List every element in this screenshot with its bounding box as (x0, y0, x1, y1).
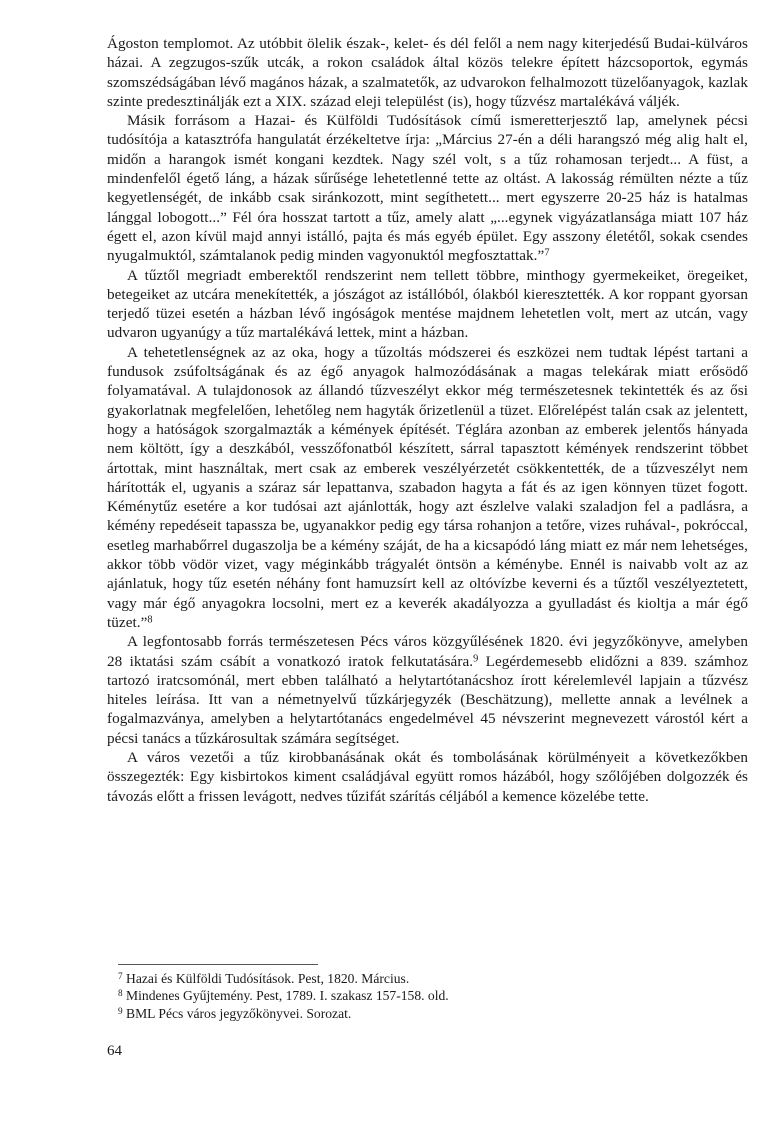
footnote-ref[interactable]: 8 (147, 614, 153, 626)
footnotes (118, 970, 678, 1022)
footnote-ref[interactable]: 9 (473, 652, 479, 664)
paragraph: A legfontosabb forrás természetesen Pécs város közgyűlésének 1820. évi jegyzőkönyve, amelyben 28 iktatási szám csábít a vonatkozó iratok felkutatására.$^9$ Legérdemesebb elidőzni a 839. számhoz tartozó iratcsomónál, mert ebben található a helytartótanácshoz írott kérelemlevél lapjain a tűzvész hiteles leírása. Itt van a németnyelvű tűzkárjegyzék (Beschätzung), mellette annak a levélnek a fogalmazványa, amelyben a helytartótanács engedelmével 45 névszerint megnevezett várostól kért a pécsi tanács a tűzkárosultak számára segítséget. (107, 633, 748, 747)
paragraph: A város vezetői a tűz kirobbanásának okát és tombolásának körülményeit a következőkben összegezték: Egy kisbirtokos kiment családjával együtt romos házából, hogy szőlőjében dolgozzék és távozás előtt a frissen levágott, nedves tűzifát szárítás céljából a kemence közelébe tette. (107, 748, 748, 805)
paragraph: A tehetetlenségnek az az oka, hogy a tűzoltás módszerei és eszközei nem tudtak lépést tartani a fundusok zsúfoltságának és az égő anyagok halmozódásának a magas telekárak miatt erősödő folyamatával. A tulajdonosok az állandó tűzveszélyt ekkor még természetesnek tekintették és az ősi gyakorlatnak megfelelően, lehetőleg nem hagyták őrizetlenül a tüzet. Előrelépést talán csak az jelentett, hogy a hatóságok szorgalmazták a kémények építését. Téglára azonban az emberek jelentős hányada nem költött, így a deszkából, vesszőfonatból készített, sárral tapasztott kémények rendszerint többet ártottak, mint használtak, mert csak az emberek veszélyérzetét csökkentették, de a tűzveszélyt nem hárították el, ugyanis a száraz sár lepattanva, szabadon hagyta a fát és az igen könnyen tüzet fogott. Kéménytűz esetére a kor tudósai azt ajánlották, hogy azt észlelve valaki szaladjon fel a padlásra, a kémény repedéseit tapassza be, ugyanakkor pedig egy társa rohanjon a tetőre, vizes ruhával-, pokróccal, esetleg marhabőrrel dugaszolja be a kémény száját, de ha a kicsapódó láng miatt ez már nem lehetséges, akkor több vödör vizet, vagy méginkább trágyalét öntsön a kéménybe. Ennél is naivabb volt az az ajánlatuk, hogy tűz esetén néhány font hamuzsírt kell az oltóvízbe keverni és a tűztől veszélyeztetett, vagy már égő anyagokra locsolni, mert ez a keverék akadályozza a gyulladást és kioltja a már égő tüzet.”$^8$ (107, 343, 748, 631)
footnote-ref[interactable]: 7 (544, 247, 550, 259)
footnote: $^9$ BML Pécs város jegyzőkönyvei. Sorozat. (118, 1005, 352, 1021)
paragraph: Ágoston templomot. Az utóbbit ölelik észak-, kelet- és dél felől a nem nagy kiterjedésű Budai-külváros házai. A zegzugos-szűk utcák, a rokon családok által közös telekre épített házcsoportok, egymás szomszédságában lévő magános házak, a szalmatetők, az udvarokon felhalmozott tüzelőanyagok, kazlak szinte predesztinálják ezt a XIX. század eleji települést (is), hogy tűzvész martalékává váljék. (107, 35, 748, 110)
body-text (107, 34, 748, 806)
page-number: 64 (107, 1043, 122, 1059)
paragraph: A tűztől megriadt emberektől rendszerint nem tellett többre, minthogy gyermekeiket, öregeiket, betegeiket az utcára menekítették, a jószágot az istállóból, ólakból kieresztették. A kor roppant gyorsan terjedő tüzei esetén a házban lévő ingóságok mentése majdnem lehetetlen volt, mert az utcán, vagy udvaron ugyanúgy a tűz martalékává lettek, mint a házban. (107, 266, 748, 342)
footnote-divider (118, 964, 318, 965)
footnote-number: 7 (118, 970, 123, 981)
footnote: $^8$ Mindenes Gyűjtemény. Pest, 1789. I. szakasz 157-158. old. (118, 988, 449, 1004)
footnote: $^7$ Hazai és Külföldi Tudósítások. Pest, 1820. Március. (118, 970, 410, 986)
footnote-number: 9 (118, 1005, 123, 1016)
paragraph: Másik forrásom a Hazai- és Külföldi Tudósítások című ismeretterjesztő lap, amelynek pécsi tudósítója a katasztrófa hangulatát érzékeltetve írja: „Március 27-én a déli harangszó még alig halt el, midőn a harangok ismét kongani kezdtek. Nagy szél volt, s a tűz rohamosan terjedt... A füst, a mindenfelől égető láng, a házak sűrűsége lehetetlenné tette az oltást. A lakosság rémülten nézte a tűz kegyetlenségét, de inkább csak siránkozott, mint segíthetett... mert egyszerre 20-25 ház is hatalmas lánggal lobogott...” Fél óra hosszat tartott a tűz, amely alatt „...egynek vigyázatlansága miatt 107 ház égett el, azon kívül majd annyi istálló, pajta és más egyéb épület. Egy asszony életétől, sokak csendes nyugalmuktól, számtalanok pedig minden vagyonuktól megfosztattak.”$^7$ (107, 112, 748, 265)
footnote-number: 8 (118, 988, 123, 999)
